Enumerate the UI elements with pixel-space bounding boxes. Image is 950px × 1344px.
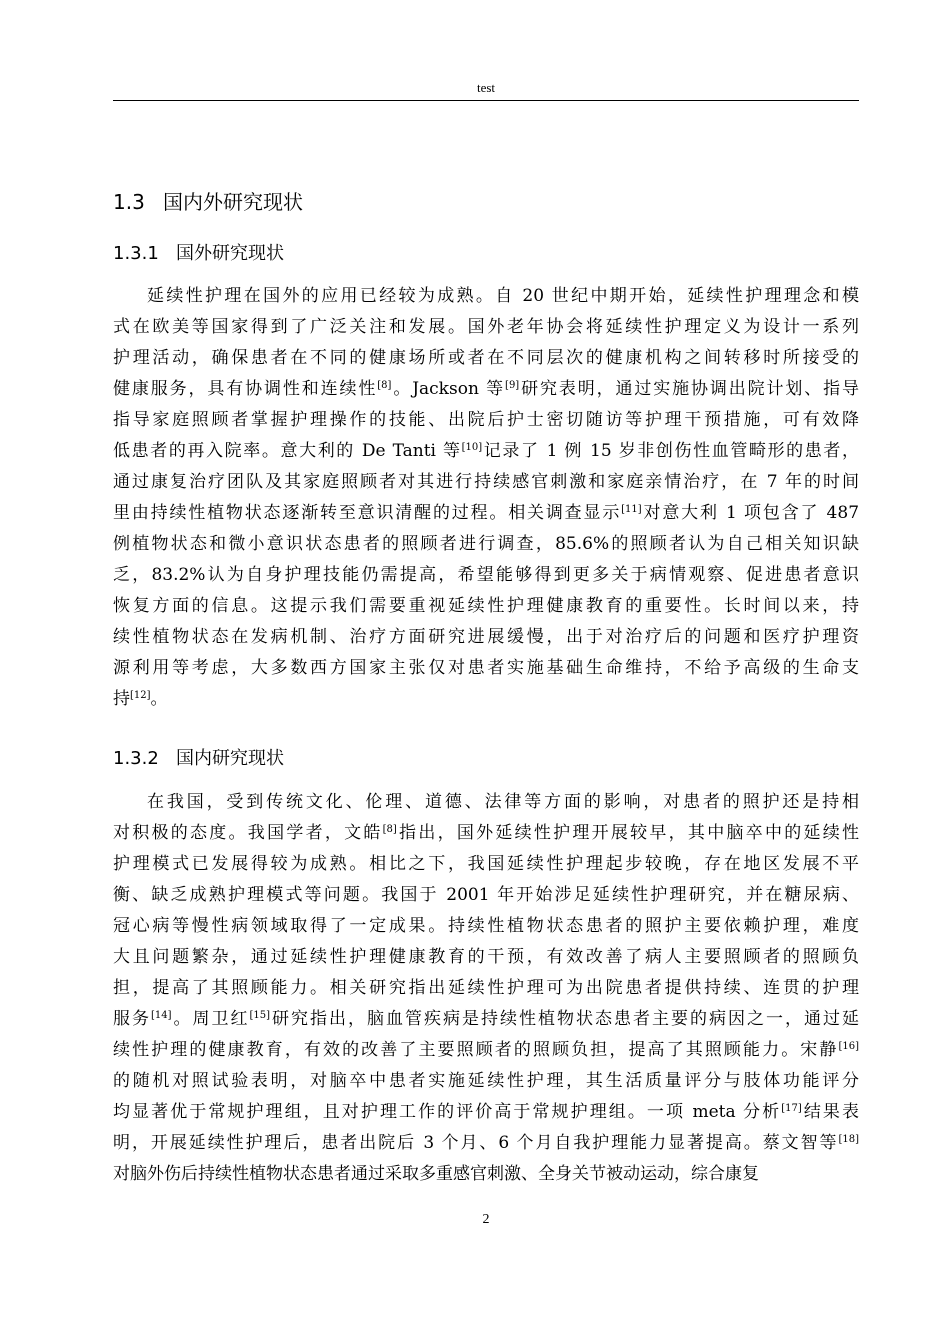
text-line [113,818,859,849]
subsection-heading-domestic [113,746,284,772]
page-header: test [476,80,496,95]
text-line [113,684,859,715]
text-line [113,1097,859,1128]
text-run: 源利用等考虑，大多数西方国家主张仅对患者实施基础生命维持，不给予高级的生命支 [113,658,859,678]
text-run: 指出，国外延续性护理开展较早，其中脑卒中的延续性 [396,823,860,843]
citation: [11] [621,504,642,515]
text-run: 对意大利 1 项包含了 487 [641,503,860,523]
text-line [113,467,859,498]
text-run: 指导家庭照顾者掌握护理操作的技能、出院后护士密切随访等护理干预措施，可有效降 [113,410,859,430]
text-line [113,591,859,622]
text-line [113,942,859,973]
text-line [113,973,859,1004]
text-line [113,911,859,942]
text-run: 在我国，受到传统文化、伦理、道德、法律等方面的影响，对患者的照护还是持相 [147,792,859,812]
text-line [113,1159,859,1190]
text-run: 对脑外伤后持续性植物状态患者通过采取多重感官刺激、全身关节被动运动，综合康复 [113,1164,759,1184]
text-run: 通过康复治疗团队及其家庭照顾者对其进行持续感官刺激和家庭亲情治疗，在 7 年的时间 [113,472,859,492]
subsection-title: 国外研究现状 [176,243,284,264]
subsection-title: 国内研究现状 [176,748,284,769]
text-run: 冠心病等慢性病领域取得了一定成果。持续性植物状态患者的照护主要依赖护理，难度 [113,916,859,936]
text-line [113,880,859,911]
text-run: 式在欧美等国家得到了广泛关注和发展。国外老年协会将延续性护理定义为设计一系列 [113,317,859,337]
text-run: 续性护理的健康教育，有效的改善了主要照顾者的照顾负担，提高了其照顾能力。宋静 [113,1040,839,1060]
text-line [113,312,859,343]
text-run: 衡、缺乏成熟护理模式等问题。我国于 2001 年开始涉足延续性护理研究，并在糖尿病、 [113,885,859,905]
text-line [113,622,859,653]
text-run: 低患者的再入院率。意大利的 De Tanti 等 [113,441,462,461]
text-line [113,374,859,405]
text-run: 大且问题繁杂，通过延续性护理健康教育的干预，有效改善了病人主要照顾者的照顾负 [113,947,859,967]
text-run: 护理模式已发展得较为成熟。相比之下，我国延续性护理起步较晚，存在地区发展不平 [113,854,859,874]
section-title: 国内外研究现状 [163,190,303,214]
citation: [14] [151,1010,172,1021]
citation: [8] [382,824,397,835]
citation: [8] [377,380,392,391]
text-run: 延续性护理在国外的应用已经较为成熟。自 20 世纪中期开始，延续性护理理念和模 [147,286,859,306]
text-line [113,1128,859,1159]
text-line [113,498,859,529]
text-run: 服务 [113,1009,151,1029]
citation: [18] [838,1134,859,1145]
text-run: 持 [113,689,130,709]
citation: [10] [461,442,483,453]
text-run: 。Jackson 等 [391,379,506,399]
text-line [113,1004,859,1035]
text-line [113,1035,859,1066]
page-number: 2 [482,1212,490,1227]
text-line [113,849,859,880]
text-run: 护理活动，确保患者在不同的健康场所或者在不同层次的健康机构之间转移时所接受的 [113,348,859,368]
text-run: 明，开展延续性护理后，患者出院后 3 个月、6 个月自我护理能力显著提高。蔡文智等 [113,1133,839,1153]
text-line [113,787,859,818]
header-rule [113,100,859,101]
text-run: 。 [150,689,168,709]
text-line [113,653,859,684]
section-heading [113,188,303,216]
citation: [17] [781,1103,802,1114]
text-run: 担，提高了其照顾能力。相关研究指出延续性护理可为出院患者提供持续、连贯的护理 [113,978,859,998]
text-run: 续性植物状态在发病机制、治疗方面研究进展缓慢，出于对治疗后的问题和医疗护理资 [113,627,859,647]
text-run: 的随机对照试验表明，对脑卒中患者实施延续性护理，其生活质量评分与肢体功能评分 [113,1071,859,1091]
paragraph-domestic-research [113,787,859,1190]
paragraph-foreign-research [113,281,859,715]
text-line [113,281,859,312]
subsection-heading-foreign [113,241,284,267]
text-run: 对积极的态度。我国学者，文皓 [113,823,383,843]
citation: [9] [505,380,520,391]
text-run: 例植物状态和微小意识状态患者的照顾者进行调查，85.6%的照顾者认为自己相关知识缺 [113,534,859,554]
subsection-number: 1.3.1 [113,243,159,264]
text-run: 。周卫红 [171,1009,250,1029]
text-run: 记录了 1 例 15 岁非创伤性血管畸形的患者， [482,441,859,461]
text-line [113,405,859,436]
text-run: 均显著优于常规护理组，且对护理工作的评价高于常规护理组。一项 meta 分析 [113,1102,782,1122]
text-run: 里由持续性植物状态逐渐转至意识清醒的过程。相关调查显示 [113,503,622,523]
section-number: 1.3 [113,190,145,214]
text-run: 恢复方面的信息。这提示我们需要重视延续性护理健康教育的重要性。长时间以来，持 [113,596,859,616]
citation: [12] [130,690,151,701]
citation: [15] [249,1010,271,1021]
subsection-number: 1.3.2 [113,748,159,769]
text-run: 结果表 [801,1102,859,1122]
text-line [113,560,859,591]
text-run: 研究表明，通过实施协调出院计划、指导 [519,379,859,399]
text-run: 研究指出，脑血管疾病是持续性植物状态患者主要的病因之一，通过延 [270,1009,860,1029]
text-line [113,343,859,374]
citation: [16] [838,1041,859,1052]
text-line [113,1066,859,1097]
text-line [113,529,859,560]
text-run: 健康服务，具有协调性和连续性 [113,379,378,399]
text-line [113,436,859,467]
text-run: 乏，83.2%认为自身护理技能仍需提高，希望能够得到更多关于病情观察、促进患者意识 [113,565,859,585]
